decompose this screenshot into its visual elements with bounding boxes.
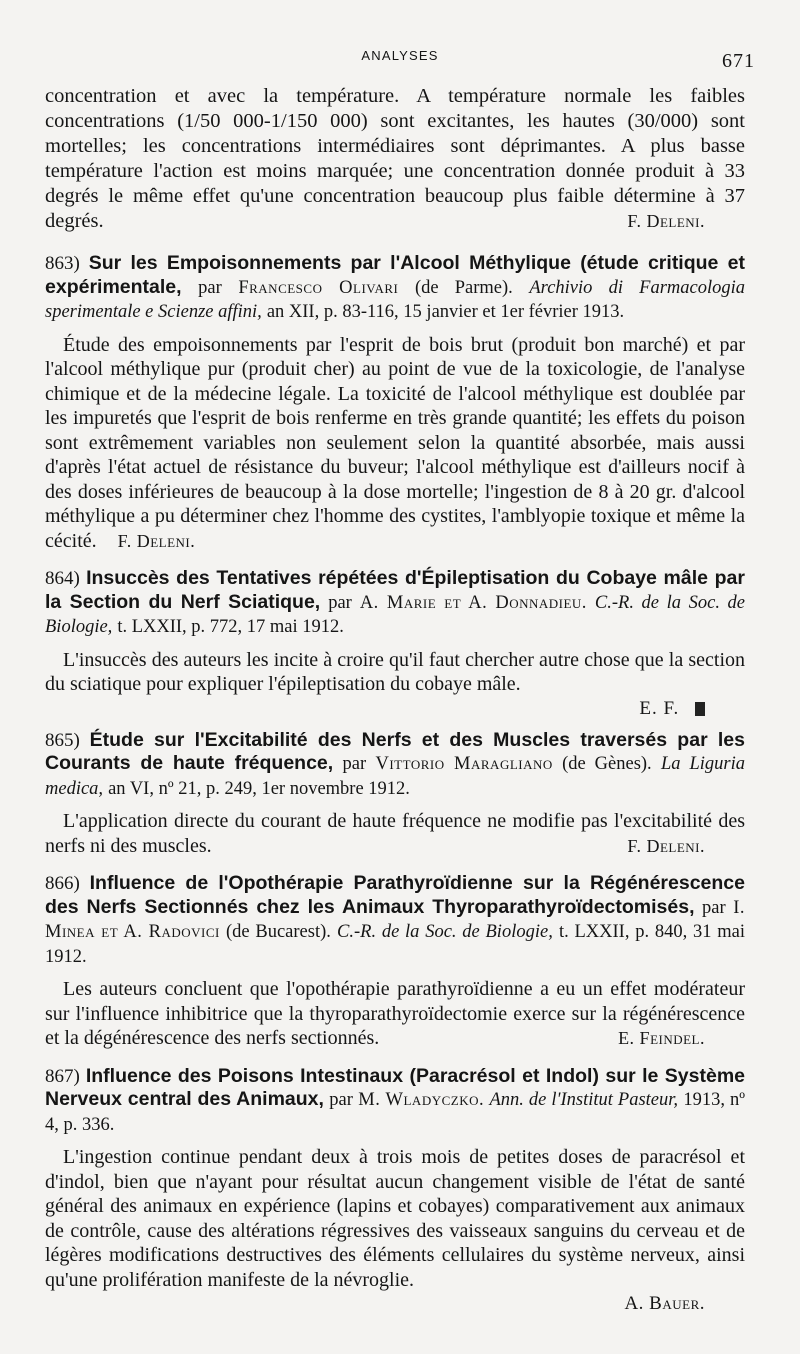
entry-number: 867) [45,1065,80,1087]
entry-number: 865) [45,729,80,751]
abstract-text: L'ingestion continue pendant deux à trois mois de petites doses de paracrésol et d'indol, bien que n'ayant pour résultat aucun changement visible de l'état de santé général des animaux en expérience (lapins et cobayes) comparativement aux animaux de contrôle, cause des altérations régressives des vaisseaux sanguins du cerveau et de légères modifications destructives des éléments cellulaires du système nerveux, ainsi qu'une prolifération manifeste de la névroglie. [45,1146,745,1291]
entry-journal: C.-R. de la Soc. de Biologie, [337,922,553,942]
entry-heading [45,567,745,640]
entry-authors: M. Wladyczko. [358,1090,485,1110]
entry-par: par [198,277,222,298]
entry-number: 866) [45,873,80,894]
entry-title: Sur les Empoisonnements par l'Alcool Méthylique (étude critique et expérimentale, [45,252,746,298]
intro-paragraph [45,84,745,234]
entry-affiliation: (de Parme). [414,277,513,298]
entry-signature: E. F. [639,697,680,719]
entry-title: Insuccès des Tentatives répétées d'Épileptisation du Cobaye mâle par la Section du Nerf Sciatique, [45,567,745,613]
entry-journal: Ann. de l'Institut Pasteur, [489,1090,679,1110]
entry-details: an VI, nº 21, p. 249, 1er novembre 1912. [108,778,410,799]
page-number: 671 [722,50,755,72]
entry-title: Influence de l'Opothérapie Parathyroïdienne sur la Régénérescence des Nerfs Sectionnés chez les Animaux Thyroparathyroïdectomisés, [45,872,746,918]
entry-864 [45,567,745,721]
entry-authors: Vittorio Maragliano [375,754,553,774]
entry-signature: A. Bauer. [624,1293,705,1314]
abstract-text: Les auteurs concluent que l'opothérapie parathyroïdienne a eu un effet modérateur sur l'influence inhibitrice que la thyroparathyroïdectomie exerce sur la régénérescence et la dégénérescence des nerfs sectionnés. [45,978,745,1049]
entry-journal: Archivio di Farmacologia sperimentale e Scienze affini, [45,277,746,322]
entry-par: par [329,1090,353,1110]
entry-heading [45,252,745,325]
entry-authors: Francesco Olivari [238,277,399,298]
entry-details: 1913, nº 4, p. 336. [45,1090,746,1135]
entry-heading [45,1065,745,1138]
entry-par: par [328,592,352,613]
running-head: ANALYSES [361,48,439,63]
entry-signature: F. Deleni. [117,530,196,551]
entry-journal: La Liguria medica, [45,754,746,799]
entry-signature-row [45,1292,745,1316]
entry-affiliation: (de Gènes). [562,754,652,774]
entry-heading [45,872,745,969]
entry-abstract [45,809,745,858]
entry-par: par [702,897,726,918]
entry-signature-row [45,697,745,721]
entry-abstract [45,1145,745,1292]
entry-signature: F. Deleni. [627,835,705,856]
entry-title: Influence des Poisons Intestinaux (Paracrésol et Indol) sur le Système Nerveux central des Animaux, [45,1064,746,1110]
entry-details: an XII, p. 83-116, 15 janvier et 1er février 1913. [266,302,625,322]
intro-signature: F. Deleni. [627,211,705,231]
entry-heading [45,729,745,802]
entry-865 [45,729,745,859]
entry-863 [45,252,745,553]
abstract-text: L'insuccès des auteurs les incite à croire qu'il faut chercher autre chose que la section du sciatique pour expliquer l'épileptisation du cobaye mâle. [45,648,745,695]
entry-title: Étude sur l'Excitabilité des Nerfs et des Muscles traversés par les Courants de haute fréquence, [45,728,745,774]
entry-details: t. LXXII, p. 772, 17 mai 1912. [117,617,344,637]
entry-signature: E. Feindel. [618,1028,705,1048]
entry-abstract [45,977,745,1051]
entry-authors: A. Marie et A. Donnadieu. [359,592,587,613]
ink-blot-mark [695,702,705,716]
entry-abstract [45,333,745,554]
entry-details: t. LXXII, p. 840, 31 mai 1912. [45,922,745,967]
abstract-text: L'application directe du courant de haute fréquence ne modifie pas l'excitabilité des nerfs ni des muscles. [45,810,745,857]
entry-authors: I. Minea et A. Radovici [45,897,745,942]
entry-affiliation: (de Bucarest). [225,922,331,942]
intro-text: concentration et avec la température. A température normale les faibles concentrations (1/50 000-1/150 000) sont excitantes, les hautes (30/000) sont mortelles; les concentrations intermédiaires sont déprimantes. A plus basse température l'action est moins marquée; une concentration donnée produit à 33 degrés le même effet qu'une concentration beaucoup plus faible détermine à 37 degrés. [45,85,745,232]
page-body [45,84,745,1316]
abstract-text: Étude des empoisonnements par l'esprit de bois brut (produit bon marché) et par l'alcool méthylique pur (produit cher) au point de vue de la toxicologie, de l'analyse chimique et de la médecine légale. La toxicité de l'alcool méthylique est doublée par les impuretés que l'esprit de bois renferme en très grande quantité; les effets du poison sont extrêmement variables non seulement selon la quantité absorbée, mais aussi d'après l'état actuel de résistance du buveur; l'alcool méthylique est d'ailleurs nocif à des doses inférieures de beaucoup à la dose mortelle; l'ingestion de 8 à 20 gr. d'alcool méthylique a pu déterminer chez l'homme des cystites, l'amblyopie toxique et même la cécité. [45,333,745,552]
entry-number: 864) [45,568,80,589]
entry-abstract [45,648,745,697]
entry-number: 863) [45,253,80,274]
entry-867 [45,1065,745,1317]
entry-866 [45,872,745,1051]
entry-par: par [342,754,367,774]
entry-journal: C.-R. de la Soc. de Biologie, [45,592,746,637]
